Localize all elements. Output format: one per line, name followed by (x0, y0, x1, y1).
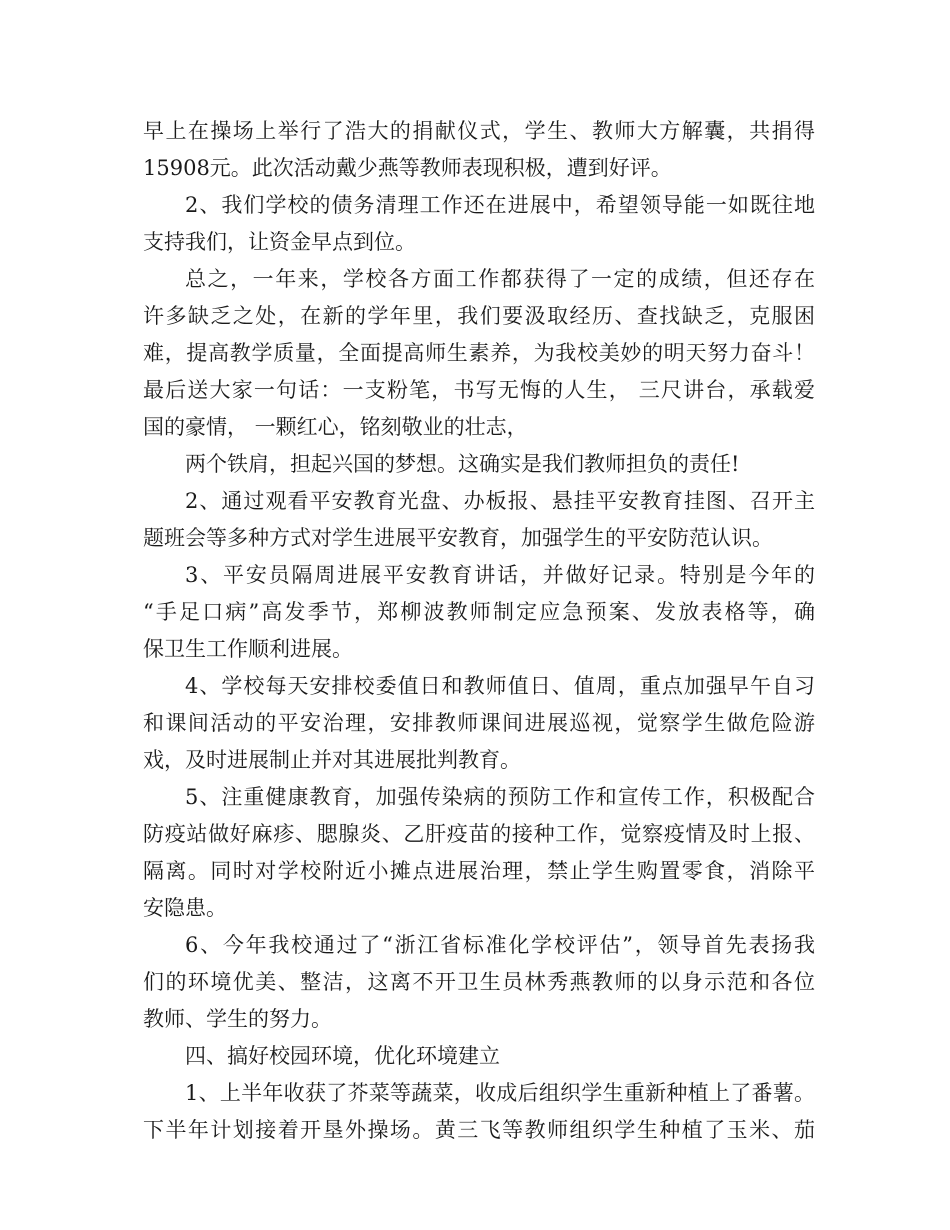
paragraph-line: 保卫生工作顺利进展。 (143, 637, 353, 661)
paragraph-line: 15908元。此次活动戴少燕等教师表现积极，遭到好评。 (143, 156, 672, 180)
paragraph-first-line: 1、上半年收获了芥菜等蔬菜，收成后组织学生重新种植上了番薯。 (185, 1081, 815, 1105)
paragraph-line: 最后送大家一句话：一支粉笔，书写无悔的人生， 三尺讲台，承载爱 (143, 378, 815, 402)
paragraph-line: 难，提高教学质量，全面提高师生素养，为我校美妙的明天努力奋斗！ (143, 341, 815, 365)
paragraph-line: 题班会等多种方式对学生进展平安教育，加强学生的平安防范认识。 (143, 526, 773, 550)
paragraph-line: 安隐患。 (143, 896, 227, 920)
paragraph-line: 防疫站做好麻疹、腮腺炎、乙肝疫苗的接种工作，觉察疫情及时上报、 (143, 822, 815, 846)
paragraph-line: 戏，及时进展制止并对其进展批判教育。 (143, 748, 521, 772)
paragraph-first-line: 4、学校每天安排校委值日和教师值日、值周，重点加强早午自习 (185, 674, 815, 698)
document-body-text (143, 113, 815, 1149)
paragraph-line: 下半年计划接着开垦外操场。黄三飞等教师组织学生种植了玉米、茄 (143, 1118, 815, 1142)
paragraph-first-line: 两个铁肩，担起兴国的梦想。这确实是我们教师担负的责任! (185, 452, 740, 476)
paragraph-line: 早上在操场上举行了浩大的捐献仪式，学生、教师大方解囊，共捐得 (143, 119, 815, 143)
paragraph-line: 支持我们，让资金早点到位。 (143, 230, 416, 254)
paragraph-line: 国的豪情， 一颗红心，铭刻敬业的壮志， (143, 415, 528, 439)
paragraph-first-line: 5、注重健康教育，加强传染病的预防工作和宣传工作，积极配合 (185, 785, 815, 809)
paragraph-line: 和课间活动的平安治理，安排教师课间进展巡视，觉察学生做危险游 (143, 711, 815, 735)
paragraph-first-line: 总之，一年来，学校各方面工作都获得了一定的成绩，但还存在 (185, 267, 815, 291)
paragraph-first-line: 2、我们学校的债务清理工作还在进展中，希望领导能一如既往地 (185, 193, 815, 217)
paragraph-first-line: 2、通过观看平安教育光盘、办板报、悬挂平安教育挂图、召开主 (185, 489, 815, 513)
paragraph-first-line: 四、搞好校园环境，优化环境建立 (185, 1044, 500, 1068)
paragraph-first-line: 6、今年我校通过了“浙江省标准化学校评估”，领导首先表扬我 (185, 933, 815, 957)
paragraph-first-line: 3、平安员隔周进展平安教育讲话，并做好记录。特别是今年的 (185, 563, 815, 587)
paragraph-line: 教师、学生的努力。 (143, 1007, 332, 1031)
paragraph-line: 许多缺乏之处，在新的学年里，我们要汲取经历、查找缺乏，克服困 (143, 304, 815, 328)
paragraph-line: 们的环境优美、整洁，这离不开卫生员林秀燕教师的以身示范和各位 (143, 970, 815, 994)
paragraph-line: “手足口病”高发季节，郑柳波教师制定应急预案、发放表格等，确 (143, 600, 815, 624)
paragraph-line: 隔离。同时对学校附近小摊点进展治理，禁止学生购置零食，消除平 (143, 859, 815, 883)
